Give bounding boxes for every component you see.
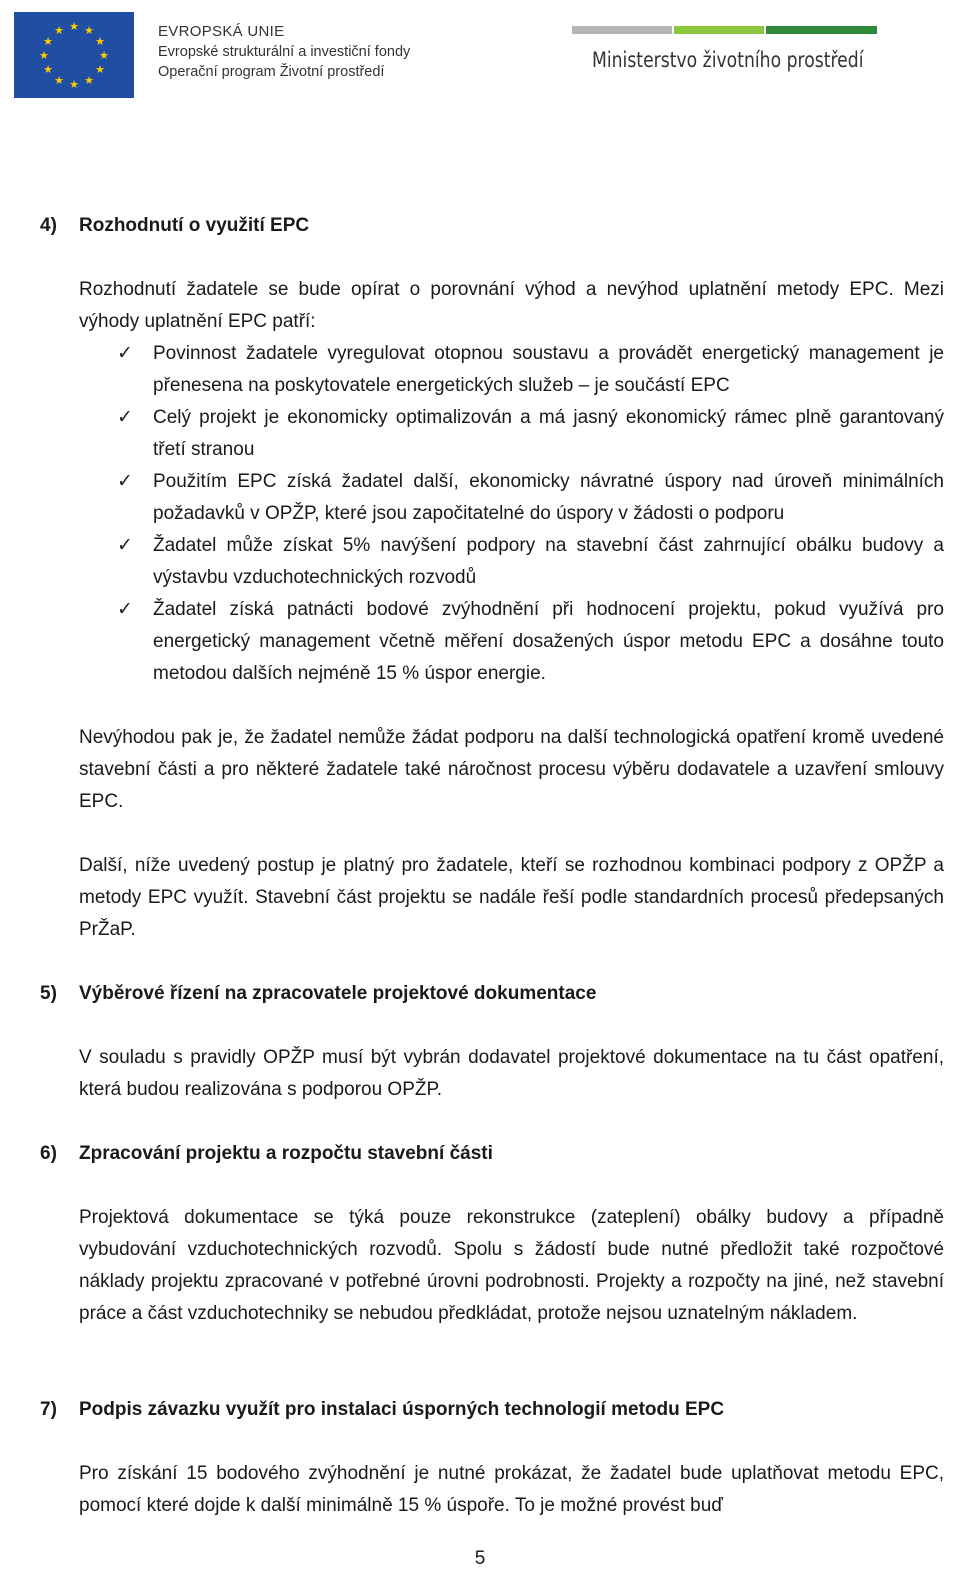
svg-text:★: ★ bbox=[69, 78, 79, 91]
ministry-name: Ministerstvo životního prostředí bbox=[592, 48, 864, 72]
section-title: Výběrové řízení na zpracovatele projektové dokumentace bbox=[79, 983, 597, 1004]
section-6-text: Projektová dokumentace se týká pouze rekonstrukce (zateplení) obálky budovy a případně vybudování vzduchotechnických rozvodů. Spolu s žádostí bude nutné předložit také rozpočtové náklady projektu zpracované v potřebné úrovni podrobnosti. Projekty a rozpočty na jiné, než stavební práce a část vzduchotechniky se nebudou předkládat, protože nejsou uznatelným nákladem. bbox=[79, 1207, 944, 1324]
checkmark-icon: ✓ bbox=[117, 470, 133, 492]
eu-title: EVROPSKÁ UNIE bbox=[158, 23, 285, 40]
advantages-list bbox=[79, 338, 944, 690]
checkmark-icon: ✓ bbox=[117, 534, 133, 556]
svg-text:★: ★ bbox=[95, 35, 105, 48]
section-5-heading bbox=[40, 978, 596, 1010]
procedure-paragraph: Další, níže uvedený postup je platný pro žadatele, kteří se rozhodnou kombinaci podpory z OPŽP a metody EPC využít. Stavební část projektu se nadále řeší podle standardních procesů předepsaných PrŽaP. bbox=[79, 855, 944, 940]
svg-text:★: ★ bbox=[99, 49, 109, 62]
list-item: ✓ Povinnost žadatele vyregulovat otopnou soustavu a provádět energetický management je přenesena na poskytovatele energetických služeb – je součástí EPC bbox=[79, 338, 944, 402]
ministry-color-bars bbox=[572, 26, 877, 36]
svg-text:★: ★ bbox=[54, 74, 64, 87]
page-header bbox=[0, 0, 960, 110]
section-6-heading bbox=[40, 1138, 493, 1170]
section-title: Podpis závazku využít pro instalaci úsporných technologií metodu EPC bbox=[79, 1399, 725, 1420]
list-item: ✓ Celý projekt je ekonomicky optimalizován a má jasný ekonomický rámec plně garantovaný třetí stranou bbox=[79, 402, 944, 466]
section-4-heading bbox=[40, 210, 309, 242]
svg-text:★: ★ bbox=[84, 74, 94, 87]
eu-flag-logo bbox=[14, 12, 134, 98]
eu-programme-text bbox=[158, 22, 410, 82]
svg-text:★: ★ bbox=[39, 49, 49, 62]
section-7-heading bbox=[40, 1394, 724, 1426]
section-number: 5) bbox=[40, 983, 57, 1004]
svg-text:★: ★ bbox=[43, 63, 53, 76]
section-7-text: Pro získání 15 bodového zvýhodnění je nutné prokázat, že žadatel bude uplatňovat metodu EPC, pomocí které dojde k další minimálně 15 % úspoře. To je možné provést buď bbox=[79, 1463, 944, 1516]
checkmark-icon: ✓ bbox=[117, 406, 133, 428]
checkmark-icon: ✓ bbox=[117, 598, 133, 620]
eu-stars-icon bbox=[14, 12, 134, 98]
section-4-intro: Rozhodnutí žadatele se bude opírat o porovnání výhod a nevýhod uplatnění metody EPC. Mezi výhody uplatnění EPC patří: bbox=[79, 279, 944, 332]
section-5-text: V souladu s pravidly OPŽP musí být vybrán dodavatel projektové dokumentace na tu část opatření, která budou realizována s podporou OPŽP. bbox=[79, 1047, 944, 1100]
eu-programme-line: Operační program Životní prostředí bbox=[158, 64, 385, 80]
checkmark-icon: ✓ bbox=[117, 342, 133, 364]
eu-funds-line: Evropské strukturální a investiční fondy bbox=[158, 44, 411, 60]
section-title: Zpracování projektu a rozpočtu stavební části bbox=[79, 1143, 493, 1164]
list-item: ✓ Použitím EPC získá žadatel další, ekonomicky návratné úspory nad úroveň minimálních požadavků v OPŽP, které jsou započitatelné do úspory v žádosti o podporu bbox=[79, 466, 944, 530]
svg-text:★: ★ bbox=[43, 35, 53, 48]
section-number: 4) bbox=[40, 215, 57, 236]
section-number: 6) bbox=[40, 1143, 57, 1164]
svg-text:★: ★ bbox=[54, 24, 64, 37]
page-number: 5 bbox=[474, 1548, 486, 1569]
disadvantage-paragraph: Nevýhodou pak je, že žadatel nemůže žádat podporu na další technologická opatření kromě uvedené stavební části a pro některé žadatele také náročnost procesu výběru dodavatele a uzavření smlouvy EPC. bbox=[79, 727, 944, 812]
list-item: ✓ Žadatel může získat 5% navýšení podpory na stavební část zahrnující obálku budovy a výstavbu vzduchotechnických rozvodů bbox=[79, 530, 944, 594]
section-number: 7) bbox=[40, 1399, 57, 1420]
svg-text:★: ★ bbox=[69, 20, 79, 33]
list-item: ✓ Žadatel získá patnácti bodové zvýhodnění při hodnocení projektu, pokud využívá pro energetický management včetně měření dosažených úspor metodu EPC a dosáhne touto metodou dalších nejméně 15 % úspor energie. bbox=[79, 594, 944, 690]
ministry-logo bbox=[572, 26, 877, 86]
svg-text:★: ★ bbox=[84, 24, 94, 37]
section-title: Rozhodnutí o využití EPC bbox=[79, 215, 310, 236]
svg-text:★: ★ bbox=[95, 63, 105, 76]
